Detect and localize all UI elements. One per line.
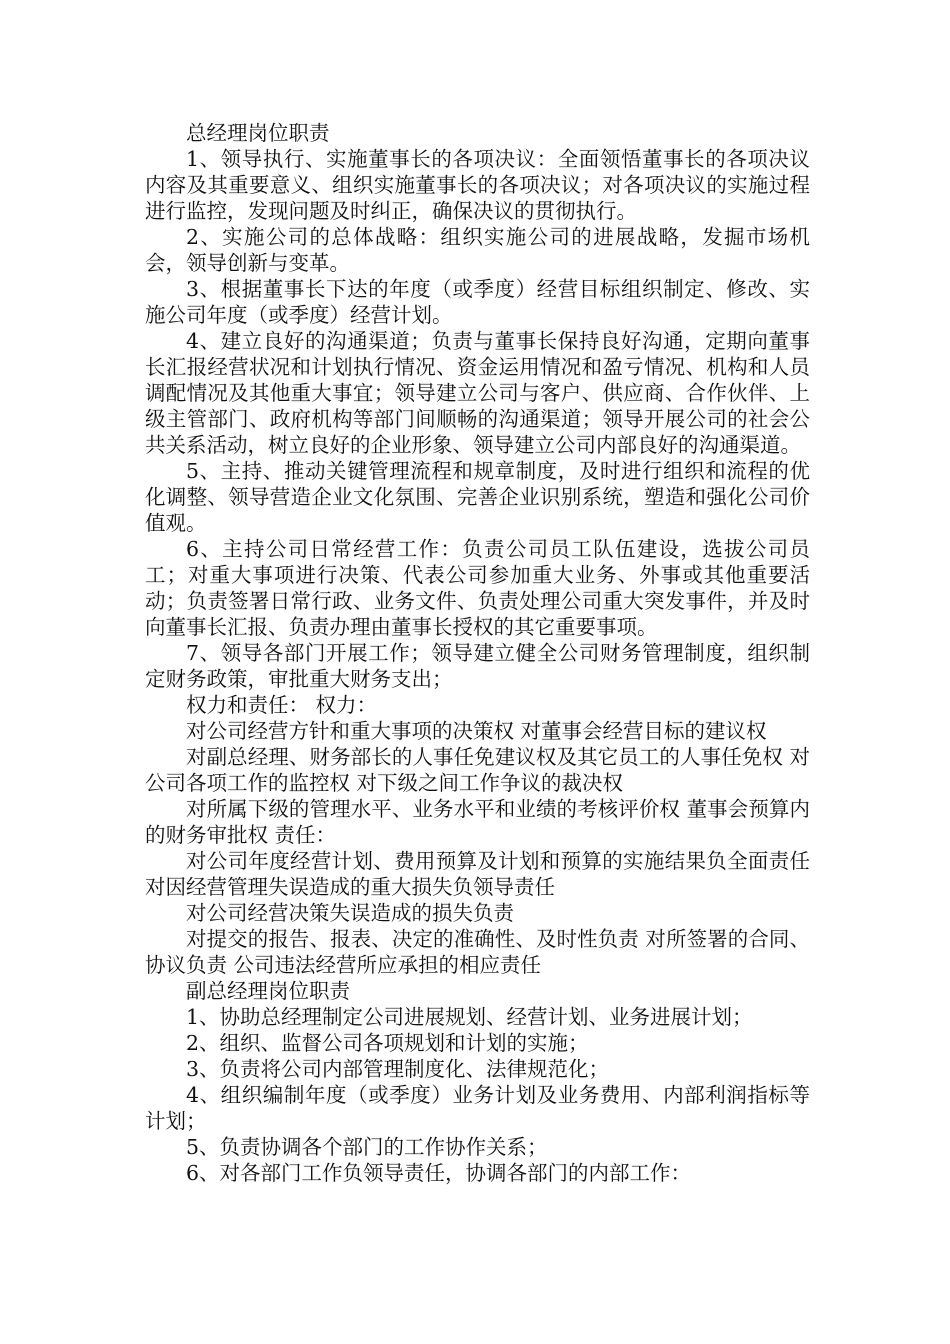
paragraph: 6、主持公司日常经营工作：负责公司员工队伍建设，选拔公司员工；对重大事项进行决策、代表公司参加重大业务、外事或其他重要活动；负责签署日常行政、业务文件、负责处理公司重大突发事件，并及时向董事长汇报、负责办理由董事长授权的其它重要事项。: [145, 537, 810, 639]
paragraph: 7、领导各部门开展工作；领导建立健全公司财务管理制度，组织制定财务政策，审批重大财务支出；: [145, 641, 810, 691]
paragraph: 对所属下级的管理水平、业务水平和业绩的考核评价权 董事会预算内的财务审批权 责任：: [145, 797, 810, 847]
paragraph: 2、组织、监督公司各项规划和计划的实施；: [186, 1031, 589, 1055]
paragraph: 5、主持、推动关键管理流程和规章制度，及时进行组织和流程的优化调整、领导营造企业文化氛围、完善企业识别系统，塑造和强化公司价值观。: [145, 459, 810, 535]
paragraph: 4、建立良好的沟通渠道；负责与董事长保持良好沟通，定期向董事长汇报经营状况和计划执行情况、资金运用情况和盈亏情况、机构和人员调配情况及其他重大事宜；领导建立公司与客户、供应商、合作伙伴、上级主管部门、政府机构等部门间顺畅的沟通渠道；领导开展公司的社会公共关系活动，树立良好的企业形象、领导建立公司内部良好的沟通渠道。: [145, 329, 810, 457]
paragraph: 2、实施公司的总体战略：组织实施公司的进展战略，发掘市场机会，领导创新与变革。: [145, 225, 810, 275]
paragraph: 3、负责将公司内部管理制度化、法律规范化；: [186, 1057, 610, 1081]
section-heading-rights: 权力和责任： 权力：: [186, 693, 378, 717]
paragraph: 3、根据董事长下达的年度（或季度）经营目标组织制定、修改、实施公司年度（或季度）经营计划。: [145, 277, 810, 327]
paragraph: 对公司年度经营计划、费用预算及计划和预算的实施结果负全面责任 对因经营管理失误造成的重大损失负领导责任: [145, 849, 810, 899]
paragraph: 对提交的报告、报表、决定的准确性、及时性负责 对所签署的合同、协议负责 公司违法经营所应承担的相应责任: [145, 927, 810, 977]
paragraph: 1、领导执行、实施董事长的各项决议：全面领悟董事长的各项决议内容及其重要意义、组织实施董事长的各项决议；对各项决议的实施过程进行监控，发现问题及时纠正，确保决议的贯彻执行。: [145, 147, 810, 223]
paragraph: 5、负责协调各个部门的工作协作关系；: [186, 1135, 548, 1159]
section-title-deputy-gm: 副总经理岗位职责: [186, 979, 350, 1003]
paragraph: 对公司经营方针和重大事项的决策权 对董事会经营目标的建议权: [186, 719, 767, 743]
paragraph: 6、对各部门工作负领导责任，协调各部门的内部工作：: [186, 1161, 692, 1185]
paragraph: 1、协助总经理制定公司进展规划、经营计划、业务进展计划；: [186, 1005, 753, 1029]
section-title-gm: 总经理岗位职责: [186, 121, 330, 145]
document-body: [145, 120, 810, 1186]
paragraph: 对副总经理、财务部长的人事任免建议权及其它员工的人事任免权 对公司各项工作的监控权 对下级之间工作争议的裁决权: [145, 745, 810, 795]
paragraph: 4、组织编制年度（或季度）业务计划及业务费用、内部利润指标等计划；: [145, 1083, 810, 1133]
paragraph: 对公司经营决策失误造成的损失负责: [186, 901, 514, 925]
